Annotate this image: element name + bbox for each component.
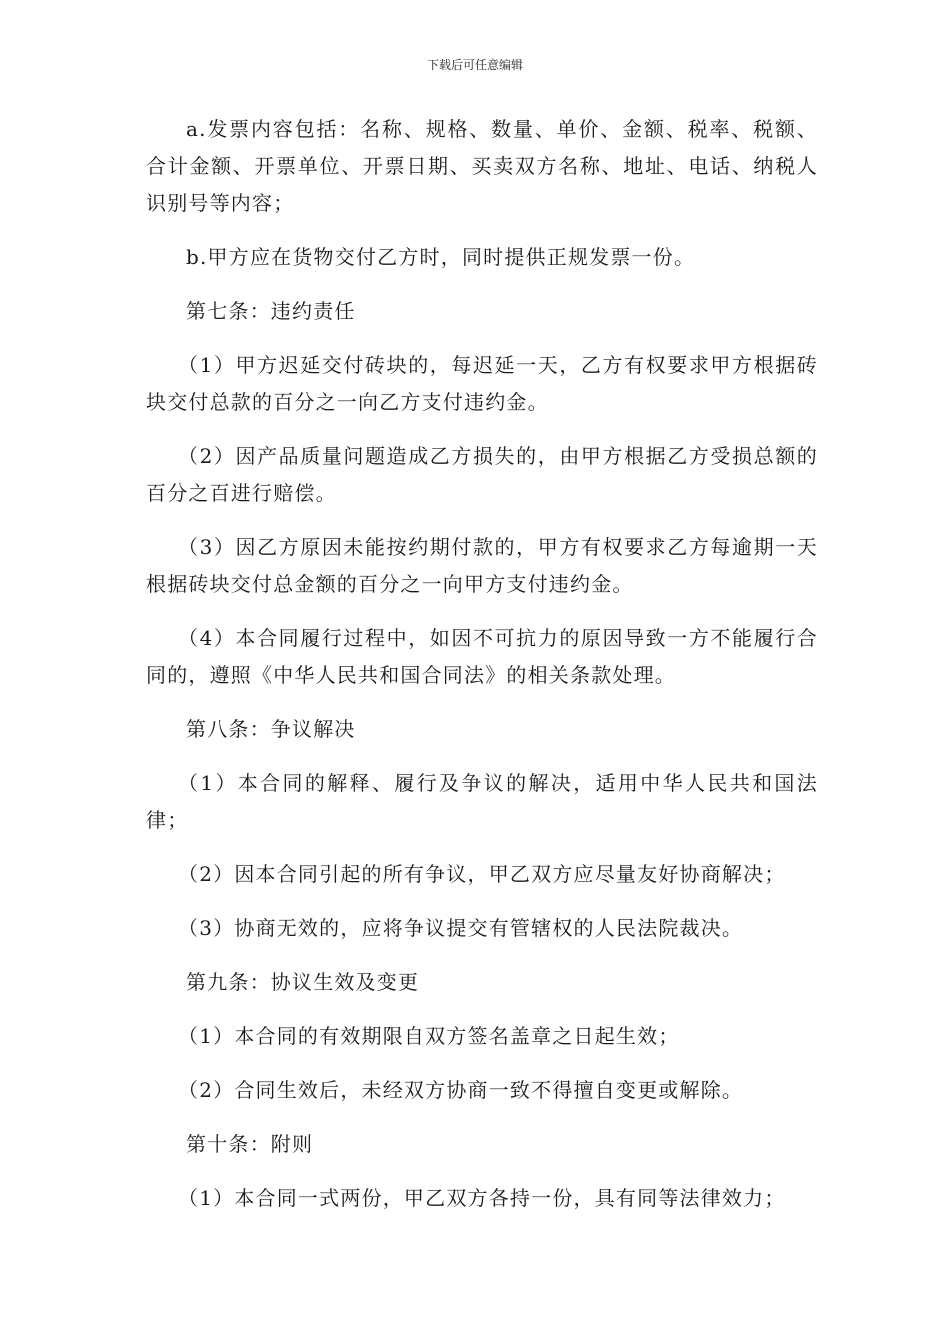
section-heading-article-8: 第八条：争议解决 (186, 717, 356, 741)
clause-7-4: （4）本合同履行过程中，如因不可抗力的原因导致一方不能履行合同的，遵照《中华人民共和国合同法》的相关条款处理。 (146, 626, 818, 687)
section-heading-article-7: 第七条：违约责任 (186, 299, 356, 323)
clause-8-1: （1）本合同的解释、履行及争议的解决，适用中华人民共和国法律； (146, 771, 818, 832)
clause-10-1: （1）本合同一式两份，甲乙双方各持一份，具有同等法律效力； (178, 1186, 786, 1210)
clause-9-1: （1）本合同的有效期限自双方签名盖章之日起生效； (178, 1024, 680, 1048)
page-header: 下载后可任意编辑 (426, 58, 523, 72)
clause-9-2: （2）合同生效后，未经双方协商一致不得擅自变更或解除。 (178, 1078, 744, 1102)
clause-8-3: （3）协商无效的，应将争议提交有管辖权的人民法院裁决。 (178, 916, 744, 940)
clause-7-1: （1）甲方迟延交付砖块的，每迟延一天，乙方有权要求甲方根据砖块交付总款的百分之一向乙方支付违约金。 (146, 353, 818, 414)
section-heading-article-10: 第十条：附则 (186, 1132, 314, 1156)
clause-8-2: （2）因本合同引起的所有争议，甲乙双方应尽量友好协商解决； (178, 862, 786, 886)
section-heading-article-9: 第九条：协议生效及变更 (186, 970, 420, 994)
paragraph-invoice-content: a.发票内容包括：名称、规格、数量、单价、金额、税率、税额、合计金额、开票单位、开票日期、买卖双方名称、地址、电话、纳税人识别号等内容； (146, 117, 818, 215)
clause-7-2: （2）因产品质量问题造成乙方损失的，由甲方根据乙方受损总额的百分之百进行赔偿。 (146, 444, 818, 505)
document-body (146, 111, 818, 1217)
paragraph-invoice-provide: b.甲方应在货物交付乙方时，同时提供正规发票一份。 (186, 245, 696, 269)
clause-7-3: （3）因乙方原因未能按约期付款的，甲方有权要求乙方每逾期一天根据砖块交付总金额的百分之一向甲方支付违约金。 (146, 535, 818, 596)
